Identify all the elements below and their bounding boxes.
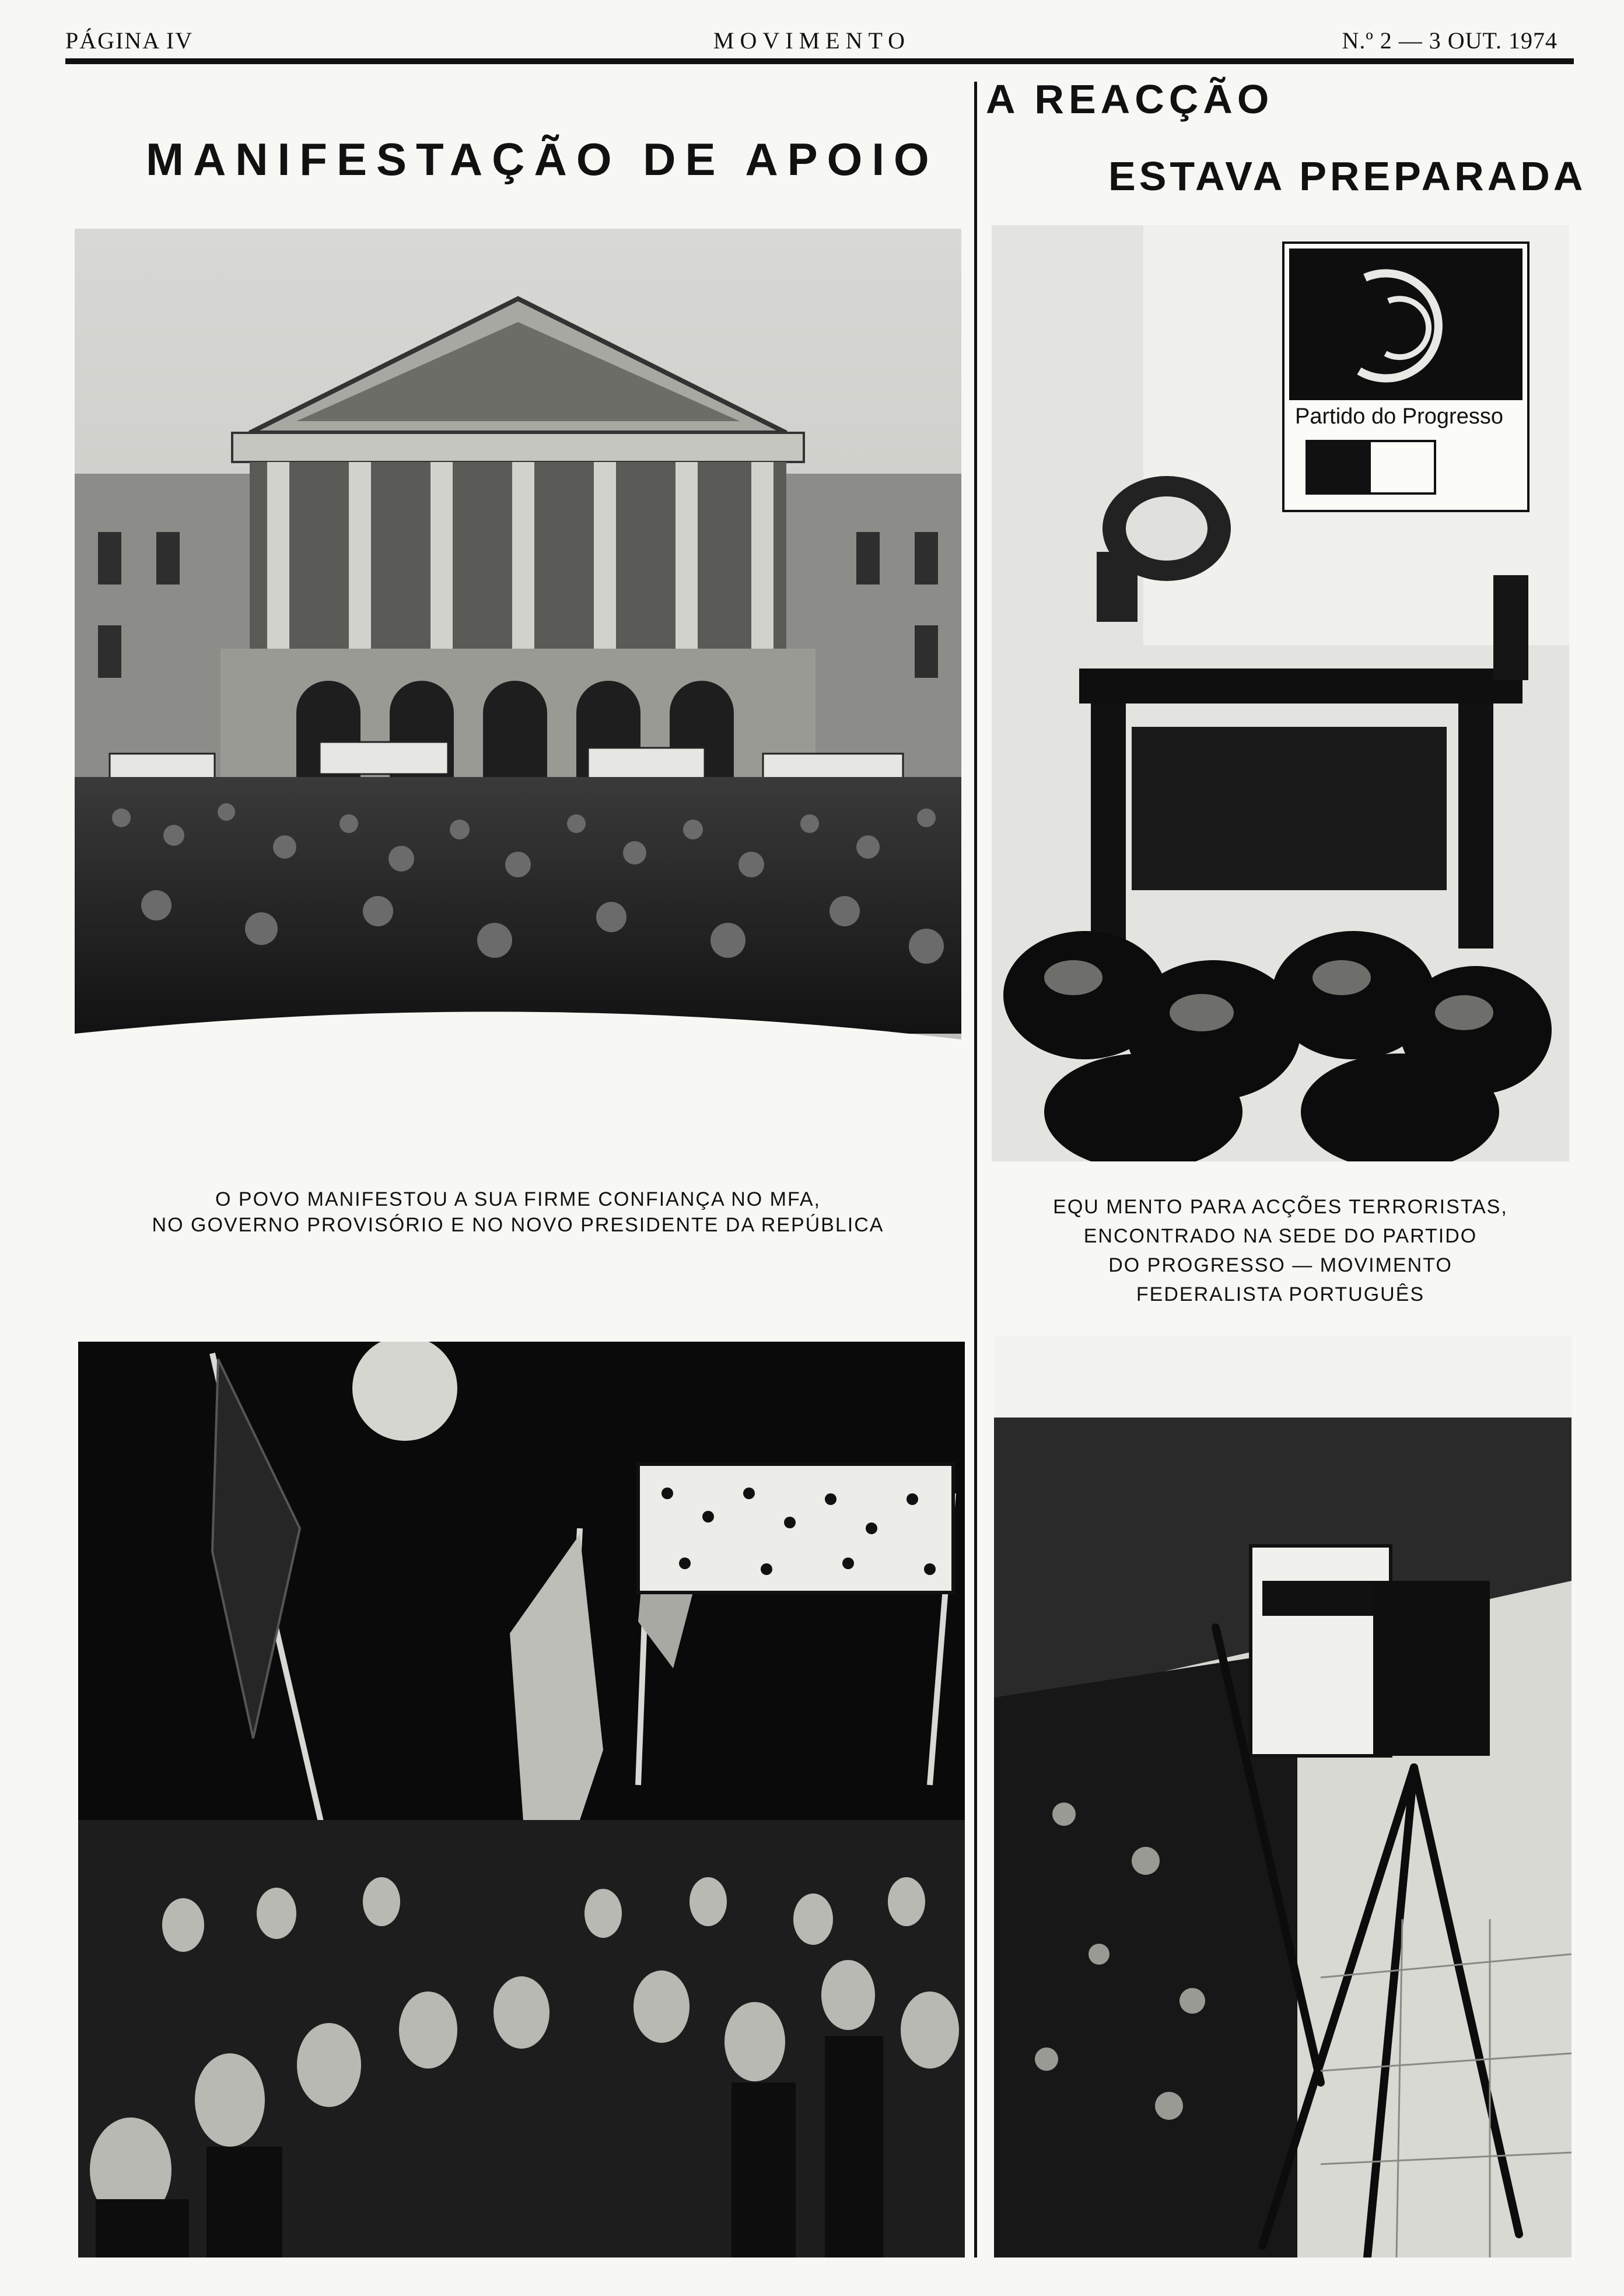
- headline-left: MANIFESTAÇÃO DE APOIO: [146, 134, 939, 185]
- headline-right-line1: A REACÇÃO: [986, 76, 1274, 122]
- header-rule: [65, 58, 1574, 64]
- caption-left: [75, 1186, 961, 1238]
- photo-terrorist-equipment: [992, 225, 1569, 1161]
- caption-left-line: O POVO MANIFESTOU A SUA FIRME CONFIANÇA NO MFA,: [215, 1188, 821, 1210]
- newspaper-name: MOVIMENTO: [713, 27, 911, 54]
- photo-demonstration-building: [75, 229, 961, 1080]
- page-number: PÁGINA IV: [65, 27, 194, 54]
- issue-date: N.º 2 — 3 OUT. 1974: [1342, 27, 1558, 54]
- photo-night-demonstration: [78, 1342, 965, 2258]
- caption-right-line: EQU MENTO PARA ACÇÕES TERRORISTAS,: [1053, 1196, 1508, 1218]
- caption-right-line: ENCONTRADO NA SEDE DO PARTIDO: [1083, 1225, 1478, 1247]
- caption-right: [992, 1192, 1569, 1309]
- caption-left-line: NO GOVERNO PROVISÓRIO E NO NOVO PRESIDENTE DA REPÚBLICA: [152, 1214, 884, 1236]
- poster-text: Partido do Progresso: [1295, 404, 1503, 429]
- caption-right-line: DO PROGRESSO — MOVIMENTO: [1108, 1254, 1452, 1276]
- caption-right-line: FEDERALISTA PORTUGUÊS: [1136, 1283, 1425, 1306]
- headline-right-line2: ESTAVA PREPARADA: [1108, 153, 1587, 199]
- photo-room-tripod: [994, 1336, 1572, 2258]
- column-divider: [974, 82, 977, 2258]
